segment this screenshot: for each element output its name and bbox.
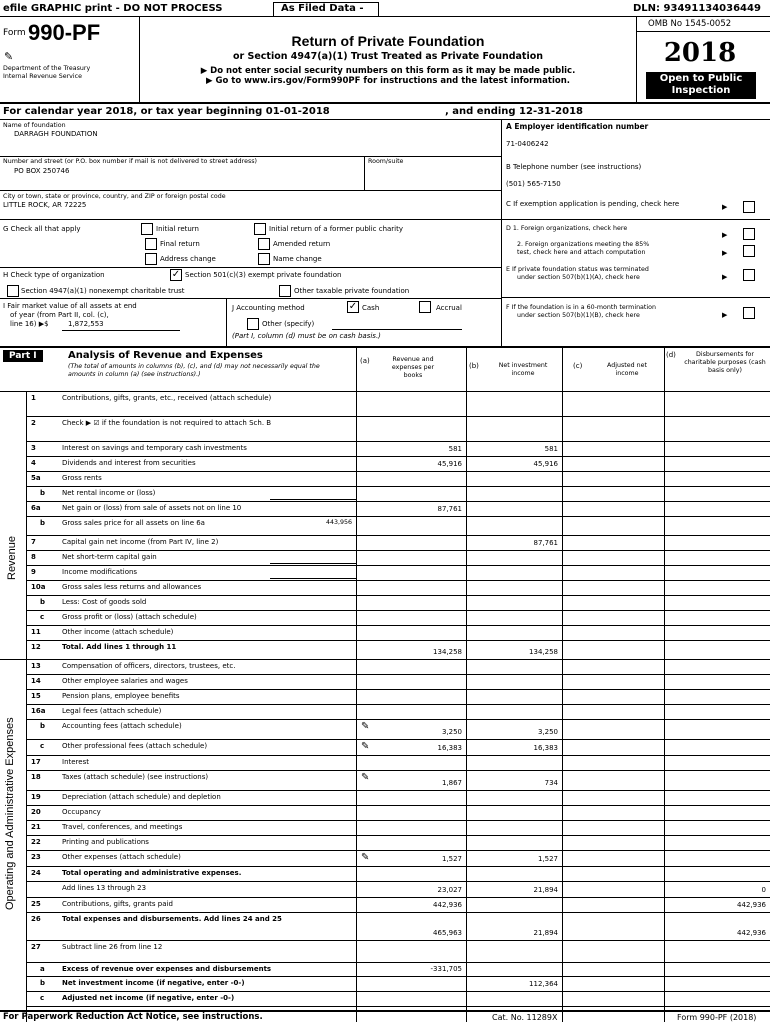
line-number: 7: [31, 538, 36, 546]
part1-note: (The total of amounts in columns (b), (c), and (d) may not necessarily equal the amounts in column (a) (see instructions).): [68, 363, 320, 378]
line-label: Total. Add lines 1 through 11: [62, 643, 177, 651]
amount-col-a[interactable]: 16,383: [437, 744, 462, 752]
ein-value: 71-0406242: [506, 140, 549, 148]
d2-label-2: test, check here and attach computation: [517, 249, 646, 256]
row-divider: [26, 416, 770, 417]
col-d-header: Disbursements for charitable purposes (cash basis only): [684, 351, 766, 374]
row-divider: [26, 625, 770, 626]
paperclip-icon[interactable]: ✎: [361, 772, 370, 783]
arrow-right-icon: ▶: [722, 311, 728, 319]
other-method-label: Other (specify): [262, 320, 315, 328]
line-label: Dividends and interest from securities: [62, 459, 196, 467]
e-label-1: E If private foundation status was terminated: [506, 266, 649, 273]
line-number: 15: [31, 692, 41, 700]
other-taxable-checkbox[interactable]: [279, 285, 291, 297]
row-divider: [26, 610, 770, 611]
f-label-2: under section 507(b)(1)(B), check here: [517, 312, 640, 319]
line-number: c: [40, 994, 45, 1002]
line-number: b: [40, 722, 46, 730]
arrow-right-icon: ▶: [722, 203, 728, 211]
row-divider: [26, 704, 770, 705]
foundation-name: DARRAGH FOUNDATION: [14, 130, 98, 138]
line-number: 5a: [31, 474, 41, 482]
line-number: 11: [31, 628, 41, 636]
line-label: Gross profit or (loss) (attach schedule): [62, 613, 197, 621]
footer-cat: Cat. No. 11289X: [492, 1013, 558, 1022]
501c3-checkbox[interactable]: ✓: [171, 269, 181, 280]
row-divider: [26, 441, 770, 442]
room-label: Room/suite: [368, 158, 404, 165]
line-label: Pension plans, employee benefits: [62, 692, 180, 700]
street-value: PO BOX 250746: [14, 167, 70, 175]
line-number: c: [40, 613, 45, 621]
calendar-begin: For calendar year 2018, or tax year beginning 01-01-2018: [3, 106, 330, 117]
amount-col-b[interactable]: 112,364: [529, 980, 558, 988]
line-label: Gross rents: [62, 474, 102, 482]
footer-paperwork: For Paperwork Reduction Act Notice, see instructions.: [3, 1012, 263, 1022]
line-label: Other professional fees (attach schedule): [62, 742, 208, 750]
arrow-right-icon: ▶: [722, 273, 728, 281]
amount-col-a[interactable]: 1,867: [441, 779, 462, 787]
line-number: b: [40, 598, 46, 606]
line-label: Net rental income or (loss): [62, 489, 156, 497]
final-return-checkbox[interactable]: [145, 238, 157, 250]
row-divider: [26, 805, 770, 806]
initial-former-label: Initial return of a former public charity: [269, 225, 404, 233]
line-number: 12: [31, 643, 41, 651]
line-label: Travel, conferences, and meetings: [62, 823, 183, 831]
other-taxable-label: Other taxable private foundation: [294, 287, 410, 295]
form-subtitle: or Section 4947(a)(1) Trust Treated as Private Foundation: [232, 51, 544, 62]
line-label: Legal fees (attach schedule): [62, 707, 162, 715]
revenue-side-label: Revenue: [6, 535, 18, 580]
amended-return-label: Amended return: [273, 240, 331, 248]
form-title: Return of Private Foundation: [291, 33, 485, 49]
amount-col-a[interactable]: 1,527: [441, 855, 462, 863]
c-checkbox[interactable]: [743, 201, 755, 213]
4947-checkbox[interactable]: [7, 285, 19, 297]
row-divider: [26, 471, 770, 472]
amount-col-a[interactable]: 87,761: [437, 505, 462, 513]
form-number: 990-PF: [28, 20, 101, 45]
address-change-label: Address change: [160, 255, 216, 263]
line-number: 4: [31, 459, 36, 467]
line-label: Less: Cost of goods sold: [62, 598, 147, 606]
name-change-checkbox[interactable]: [258, 253, 270, 265]
col-d-tag: (d): [666, 351, 676, 359]
accrual-checkbox[interactable]: [419, 301, 431, 313]
line-number: 6a: [31, 504, 41, 512]
part1-title: Analysis of Revenue and Expenses: [68, 350, 263, 361]
line-number: 2: [31, 419, 36, 427]
line-number: 16a: [31, 707, 46, 715]
col-c-tag: (c): [573, 362, 583, 370]
line-number: 23: [31, 853, 41, 861]
line-label: Net investment income (if negative, enter -0-): [62, 979, 245, 987]
inline-amount: 443,956: [325, 519, 352, 526]
e-checkbox[interactable]: [743, 269, 755, 281]
amount-col-a[interactable]: 45,916: [437, 460, 462, 468]
j-note: (Part I, column (d) must be on cash basis.): [232, 332, 381, 340]
amount-col-b[interactable]: 134,258: [529, 648, 558, 656]
open-public-line2: Inspection: [671, 85, 731, 96]
col-a-header: Revenue and expenses per books: [391, 356, 435, 379]
line-number: 22: [31, 838, 41, 846]
d1-checkbox[interactable]: [743, 228, 755, 240]
line-number: 27: [31, 943, 41, 951]
line-label: Taxes (attach schedule) (see instructions): [62, 773, 209, 781]
line-number: 1: [31, 394, 36, 402]
line-label: Net gain or (loss) from sale of assets not on line 10: [62, 504, 242, 512]
line-label: Capital gain net income (from Part IV, line 2): [62, 538, 219, 546]
line-label: Contributions, gifts, grants paid: [62, 900, 173, 908]
paperclip-icon[interactable]: ✎: [361, 852, 370, 863]
line-label: Accounting fees (attach schedule): [62, 722, 182, 730]
city-label: City or town, state or province, country, and ZIP or foreign postal code: [3, 193, 226, 200]
form-prefix: Form: [3, 28, 26, 38]
dln: DLN: 93491134036449: [633, 3, 761, 14]
amount-col-a[interactable]: 465,963: [433, 929, 462, 937]
other-method-checkbox[interactable]: [247, 318, 259, 330]
line-number: b: [40, 519, 46, 527]
amount-col-b[interactable]: 45,916: [533, 460, 558, 468]
line-number: 10a: [31, 583, 46, 591]
name-label: Name of foundation: [3, 122, 66, 129]
amount-col-a[interactable]: 3,250: [441, 728, 462, 736]
row-divider: [26, 739, 770, 740]
row-divider: [26, 962, 770, 963]
i-label-1: I Fair market value of all assets at end: [3, 302, 137, 310]
inline-entry-line[interactable]: [270, 578, 356, 579]
line-number: 19: [31, 793, 41, 801]
initial-return-checkbox[interactable]: [141, 223, 153, 235]
row-divider: [26, 565, 770, 566]
line-label: Other employee salaries and wages: [62, 677, 188, 685]
4947-label: Section 4947(a)(1) nonexempt charitable trust: [21, 287, 185, 295]
ein-label: A Employer identification number: [506, 122, 649, 131]
e-label-2: under section 507(b)(1)(A), check here: [517, 274, 640, 281]
row-divider: [26, 897, 770, 898]
line-label: Other income (attach schedule): [62, 628, 174, 636]
row-divider: [26, 835, 770, 836]
row-divider: [26, 976, 770, 977]
line-label: Subtract line 26 from line 12: [62, 943, 163, 951]
amount-col-a[interactable]: 581: [448, 445, 462, 453]
f-checkbox[interactable]: [743, 307, 755, 319]
street-label: Number and street (or P.O. box number if mail is not delivered to street address): [3, 158, 257, 165]
paperclip-icon[interactable]: ✎: [361, 741, 370, 752]
expenses-side-label: Operating and Administrative Expenses: [4, 717, 16, 910]
row-divider: [26, 689, 770, 690]
line-label: Occupancy: [62, 808, 101, 816]
amount-col-d[interactable]: 442,936: [737, 929, 766, 937]
amount-col-b[interactable]: 87,761: [533, 539, 558, 547]
tax-year: 2018: [663, 38, 737, 68]
row-divider: [26, 501, 770, 502]
ssn-note: ▶ Do not enter social security numbers on this form as it may be made public.: [200, 66, 576, 76]
line-number: c: [40, 742, 45, 750]
amount-col-b[interactable]: 581: [544, 445, 558, 453]
inline-entry-line[interactable]: [270, 499, 356, 500]
amount-col-d[interactable]: 442,936: [737, 901, 766, 909]
row-divider: [26, 535, 770, 536]
line-number: b: [40, 489, 46, 497]
amount-col-b[interactable]: 21,894: [533, 886, 558, 894]
line-label: Excess of revenue over expenses and disbursements: [62, 965, 272, 973]
phone-label: B Telephone number (see instructions): [506, 163, 642, 171]
row-divider: [26, 580, 770, 581]
i-label-3: line 16) ▶$: [10, 320, 49, 328]
row-divider: [26, 640, 770, 641]
line-number: 25: [31, 900, 41, 908]
col-b-tag: (b): [469, 362, 479, 370]
line-number: 14: [31, 677, 41, 685]
line-label: Total expenses and disbursements. Add lines 24 and 25: [62, 915, 282, 923]
row-divider: [26, 456, 770, 457]
col-b-header: Net investment income: [498, 362, 548, 377]
dept-line1: Department of the Treasury: [3, 65, 91, 72]
line-label: Total operating and administrative expenses.: [62, 869, 242, 877]
g-label: G Check all that apply: [3, 225, 81, 233]
line-number: 17: [31, 758, 41, 766]
line-number: 24: [31, 869, 41, 877]
row-divider: [26, 770, 770, 771]
initial-former-checkbox[interactable]: [254, 223, 266, 235]
line-label: Net short-term capital gain: [62, 553, 157, 561]
f-label-1: F If the foundation is in a 60-month termination: [506, 304, 656, 311]
amount-col-b[interactable]: 3,250: [537, 728, 558, 736]
i-label-2: of year (from Part II, col. (c),: [10, 311, 109, 319]
row-divider: [26, 659, 770, 660]
phone-value: (501) 565-7150: [506, 180, 561, 188]
line-label: Check ▶ ☑ if the foundation is not required to attach Sch. B: [62, 419, 272, 427]
amount-col-d[interactable]: 0: [761, 886, 766, 894]
row-divider: [26, 820, 770, 821]
col-a-tag: (a): [360, 357, 370, 365]
footer-form: Form 990-PF (2018): [677, 1013, 757, 1022]
amount-col-b[interactable]: 734: [544, 779, 558, 787]
amount-col-b[interactable]: 21,894: [533, 929, 558, 937]
eagle-icon: ✎: [4, 50, 14, 63]
inline-entry-line[interactable]: [270, 563, 356, 564]
omb-number: OMB No 1545-0052: [648, 19, 732, 29]
amount-col-a[interactable]: 134,258: [433, 648, 462, 656]
h-label: H Check type of organization: [3, 271, 105, 279]
row-divider: [26, 486, 770, 487]
line-label: Adjusted net income (if negative, enter -0-): [62, 994, 235, 1002]
line-label: Gross sales price for all assets on line 6a: [62, 519, 205, 527]
amount-col-a[interactable]: 442,936: [433, 901, 462, 909]
line-number: b: [40, 979, 46, 987]
line-number: 13: [31, 662, 41, 670]
row-divider: [26, 991, 770, 992]
col-c-header: Adjusted net income: [607, 362, 647, 377]
calendar-end: , and ending 12-31-2018: [445, 106, 583, 117]
amount-col-a[interactable]: 23,027: [437, 886, 462, 894]
row-divider: [26, 516, 770, 517]
cash-label: Cash: [362, 304, 380, 312]
city-value: LITTLE ROCK, AR 72225: [3, 201, 87, 209]
j-label: J Accounting method: [232, 304, 305, 312]
line-number: a: [40, 965, 45, 973]
amended-return-checkbox[interactable]: [258, 238, 270, 250]
address-change-checkbox[interactable]: [145, 253, 157, 265]
row-divider: [26, 674, 770, 675]
row-divider: [26, 755, 770, 756]
line-number: 26: [31, 915, 41, 923]
fmv-value: 1,872,553: [68, 320, 104, 328]
line-number: 8: [31, 553, 36, 561]
line-label: Other expenses (attach schedule): [62, 853, 181, 861]
line-label: Compensation of officers, directors, trustees, etc.: [62, 662, 236, 670]
dept-line2: Internal Revenue Service: [3, 73, 82, 80]
501c3-label: Section 501(c)(3) exempt private foundation: [185, 271, 342, 279]
cash-checkbox[interactable]: ✓: [348, 301, 358, 312]
filed-label: As Filed Data -: [281, 3, 364, 14]
row-divider: [26, 1006, 770, 1007]
line-label: Add lines 13 through 23: [62, 884, 147, 892]
line-number: 18: [31, 773, 41, 781]
row-divider: [26, 595, 770, 596]
line-number: 21: [31, 823, 41, 831]
row-divider: [26, 850, 770, 851]
row-divider: [26, 881, 770, 882]
line-number: 3: [31, 444, 36, 452]
line-number: 9: [31, 568, 36, 576]
name-change-label: Name change: [273, 255, 322, 263]
instructions-link[interactable]: ▶ Go to www.irs.gov/Form990PF for instructions and the latest information.: [206, 76, 570, 86]
open-public-line1: Open to Public: [659, 73, 743, 84]
final-return-label: Final return: [160, 240, 200, 248]
accrual-label: Accrual: [436, 304, 462, 312]
amount-col-b[interactable]: 1,527: [537, 855, 558, 863]
arrow-right-icon: ▶: [722, 249, 728, 257]
line-label: Printing and publications: [62, 838, 149, 846]
initial-return-label: Initial return: [156, 225, 199, 233]
line-label: Depreciation (attach schedule) and depletion: [62, 793, 221, 801]
row-divider: [26, 719, 770, 720]
d2-checkbox[interactable]: [743, 245, 755, 257]
line-label: Gross sales less returns and allowances: [62, 583, 202, 591]
c-label: C If exemption application is pending, check here: [506, 200, 680, 208]
line-number: 20: [31, 808, 41, 816]
amount-col-b[interactable]: 16,383: [533, 744, 558, 752]
paperclip-icon[interactable]: ✎: [361, 721, 370, 732]
row-divider: [26, 790, 770, 791]
row-divider: [26, 550, 770, 551]
amount-col-a[interactable]: -331,705: [430, 965, 462, 973]
line-label: Income modifications: [62, 568, 138, 576]
efile-banner: efile GRAPHIC print - DO NOT PROCESS: [3, 3, 223, 14]
line-label: Interest on savings and temporary cash investments: [62, 444, 247, 452]
line-label: Interest: [62, 758, 89, 766]
row-divider: [26, 866, 770, 867]
part1-label: Part I: [3, 350, 43, 362]
row-divider: [26, 940, 770, 941]
line-label: Contributions, gifts, grants, etc., received (attach schedule): [62, 394, 272, 402]
d2-label-1: 2. Foreign organizations meeting the 85%: [517, 241, 650, 248]
d1-label: D 1. Foreign organizations, check here: [506, 225, 628, 232]
arrow-right-icon: ▶: [722, 231, 728, 239]
row-divider: [26, 912, 770, 913]
